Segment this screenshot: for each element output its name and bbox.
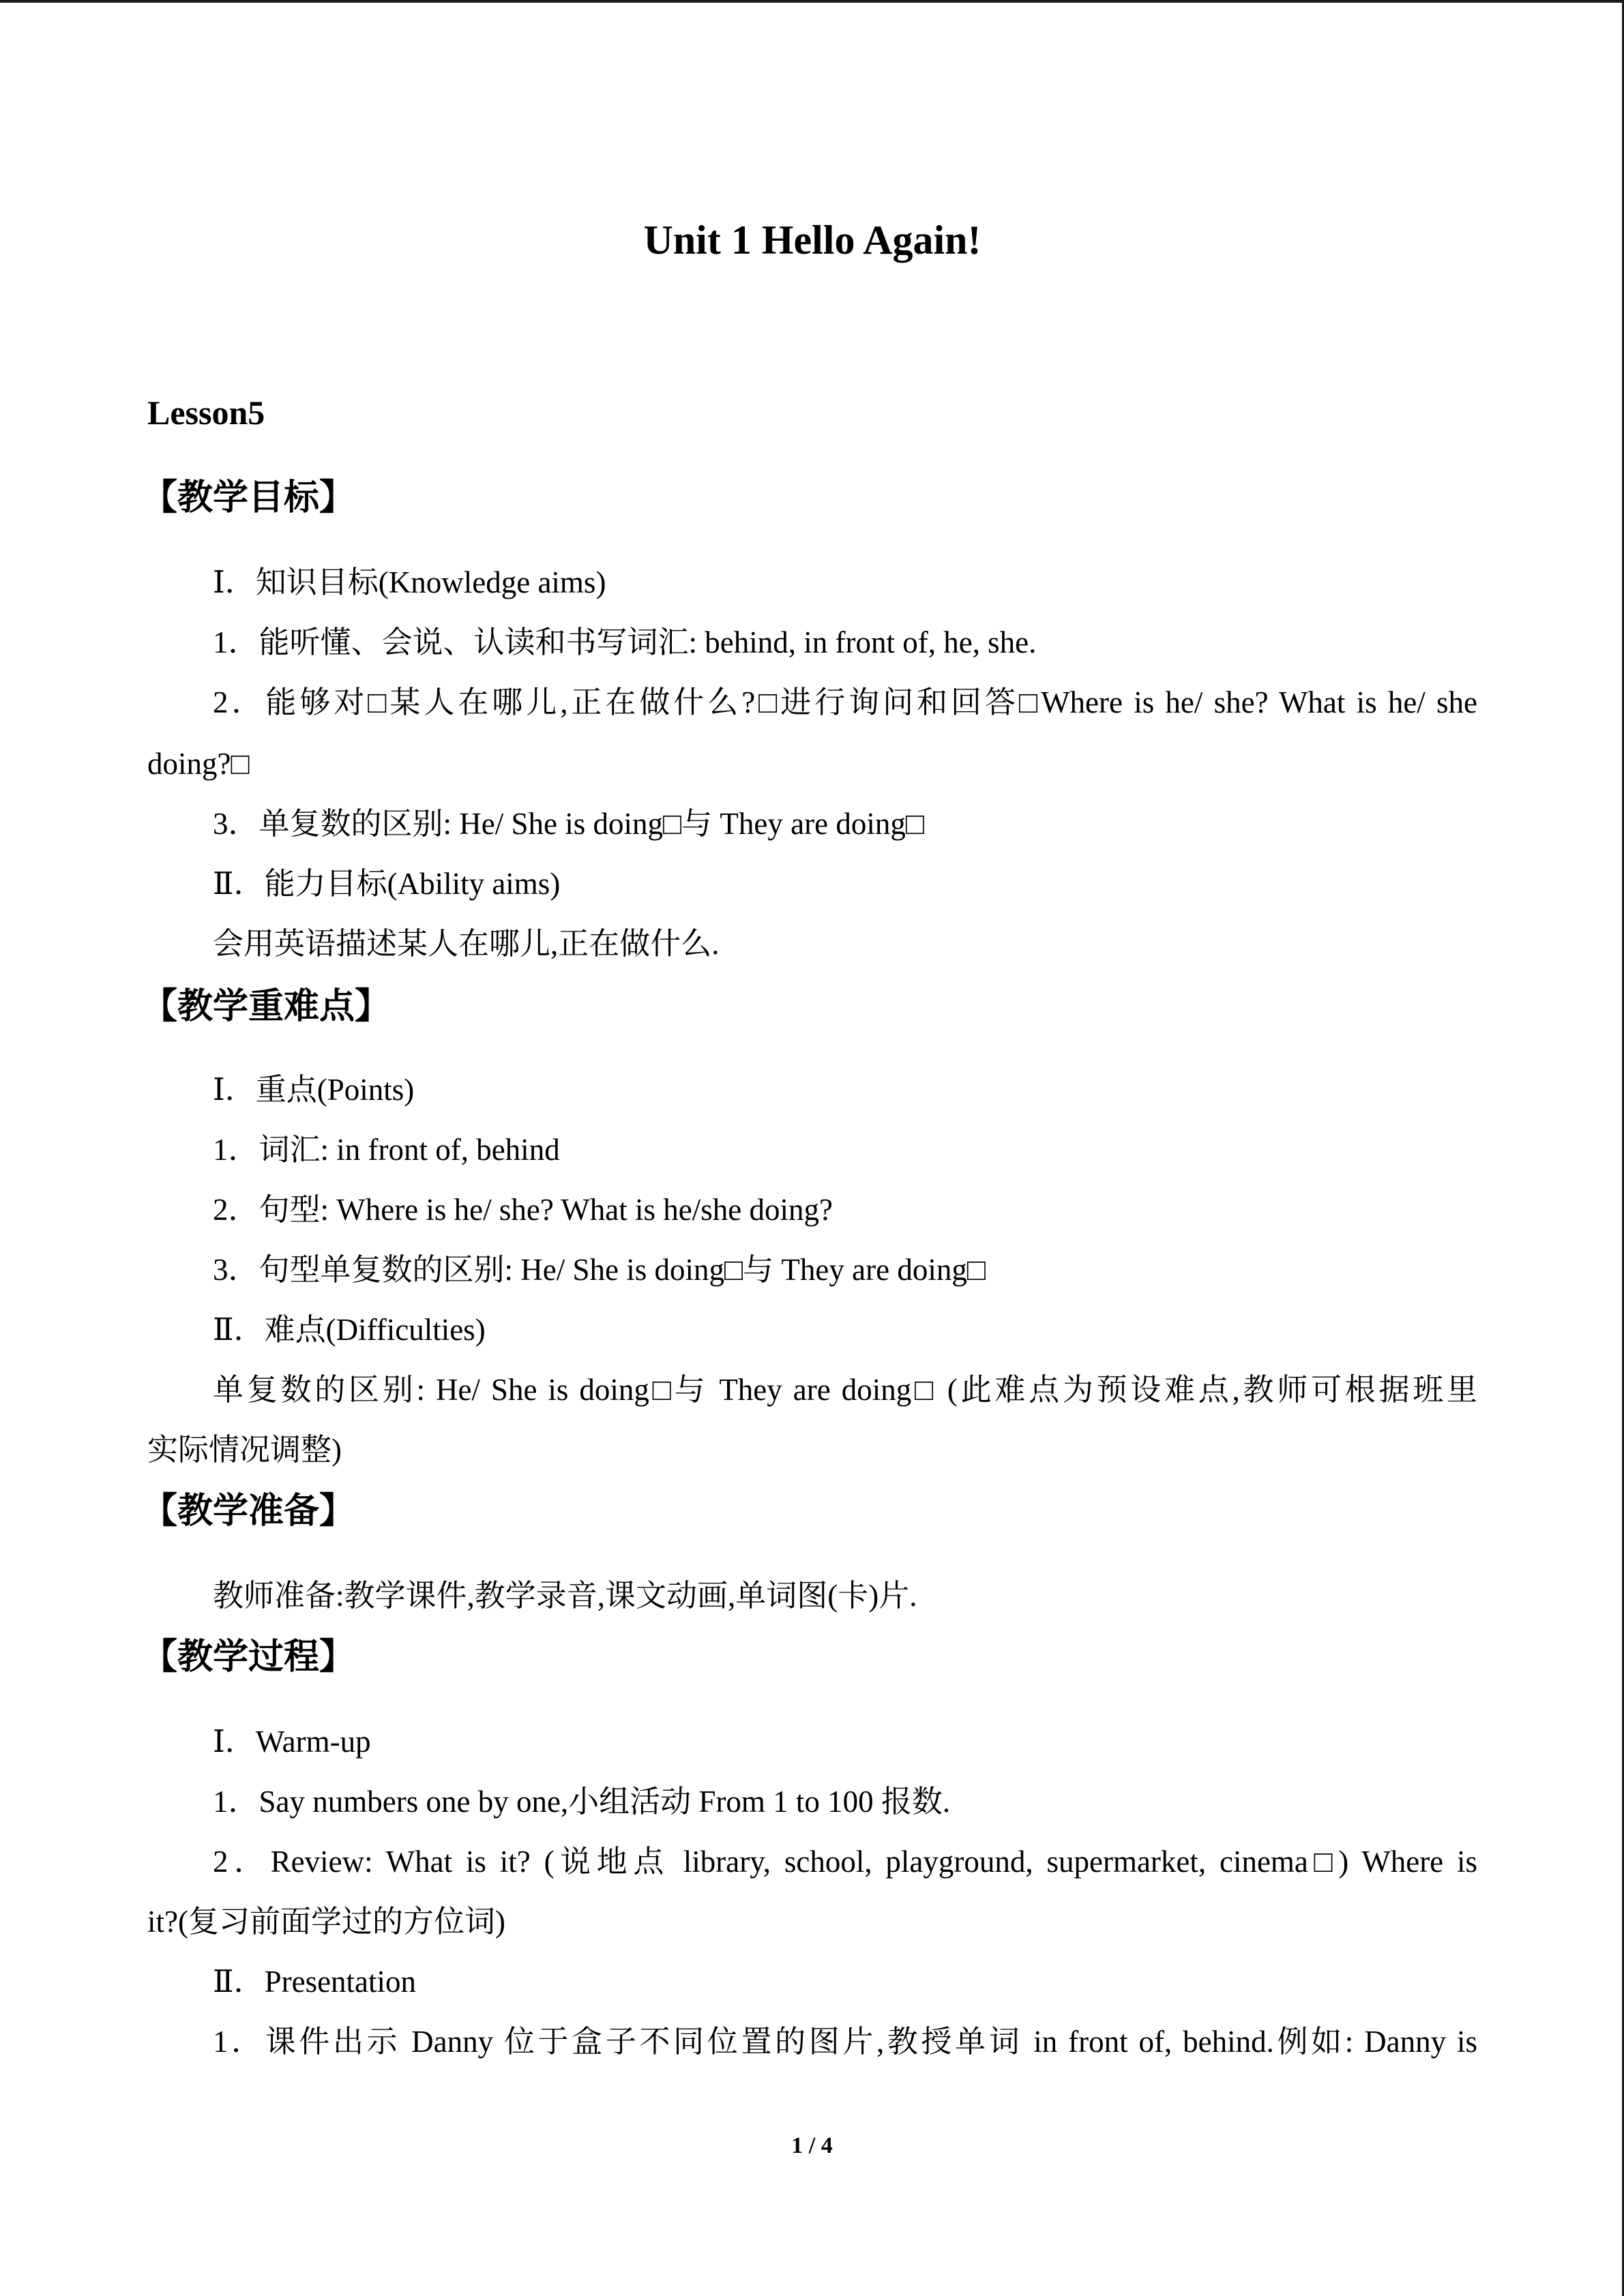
section-heading-preparation: 【教学准备】 — [142, 1491, 355, 1532]
process-line: 1．课件出示 Danny 位于盒子不同位置的图片,教授单词 in front of, behind.例如: Danny is — [213, 2025, 1477, 2059]
page-top-border — [0, 0, 1624, 3]
process-line: it?(复习前面学过的方位词) — [147, 1905, 505, 1939]
key-points-line: Ⅱ．难点(Difficulties) — [213, 1313, 486, 1347]
section-heading-process: 【教学过程】 — [142, 1637, 355, 1678]
process-line: Ⅰ．Warm-up — [213, 1725, 371, 1759]
objectives-line: Ⅱ．能力目标(Ability aims) — [213, 867, 561, 901]
process-line: Ⅱ．Presentation — [213, 1965, 417, 1999]
key-points-line: 1．词汇: in front of, behind — [213, 1133, 560, 1167]
document-title: Unit 1 Hello Again! — [643, 218, 981, 263]
key-points-line: Ⅰ．重点(Points) — [213, 1073, 415, 1107]
section-heading-key-points: 【教学重难点】 — [142, 986, 391, 1027]
key-points-line: 2．句型: Where is he/ she? What is he/she doing? — [213, 1193, 833, 1227]
objectives-line: 3．单复数的区别: He/ She is doing□与 They are doing□ — [213, 807, 924, 841]
key-points-line: 3．句型单复数的区别: He/ She is doing□与 They are doing□ — [213, 1253, 986, 1287]
lesson-heading: Lesson5 — [147, 393, 265, 432]
objectives-line: doing?□ — [147, 747, 250, 781]
key-points-line: 单复数的区别: He/ She is doing□与 They are doing□ (此难点为预设难点,教师可根据班里 — [213, 1373, 1477, 1407]
process-line: 1．Say numbers one by one,小组活动 From 1 to 100 报数. — [213, 1785, 951, 1819]
objectives-line: 1．能听懂、会说、认读和书写词汇: behind, in front of, he, she. — [213, 625, 1037, 659]
preparation-line: 教师准备:教学课件,教学录音,课文动画,单词图(卡)片. — [213, 1579, 917, 1613]
section-heading-objectives: 【教学目标】 — [142, 477, 355, 518]
page-indicator: 1 / 4 — [791, 2133, 833, 2158]
key-points-line: 实际情况调整) — [147, 1433, 342, 1467]
process-line: 2．Review: What is it? (说地点 library, school, playground, supermarket, cinema□) Where is — [213, 1845, 1477, 1879]
objectives-line: 2．能够对□某人在哪儿,正在做什么?□进行询问和回答□Where is he/ she? What is he/ she — [213, 685, 1477, 719]
objectives-line: 会用英语描述某人在哪儿,正在做什么. — [213, 927, 720, 961]
objectives-line: Ⅰ．知识目标(Knowledge aims) — [213, 565, 606, 599]
